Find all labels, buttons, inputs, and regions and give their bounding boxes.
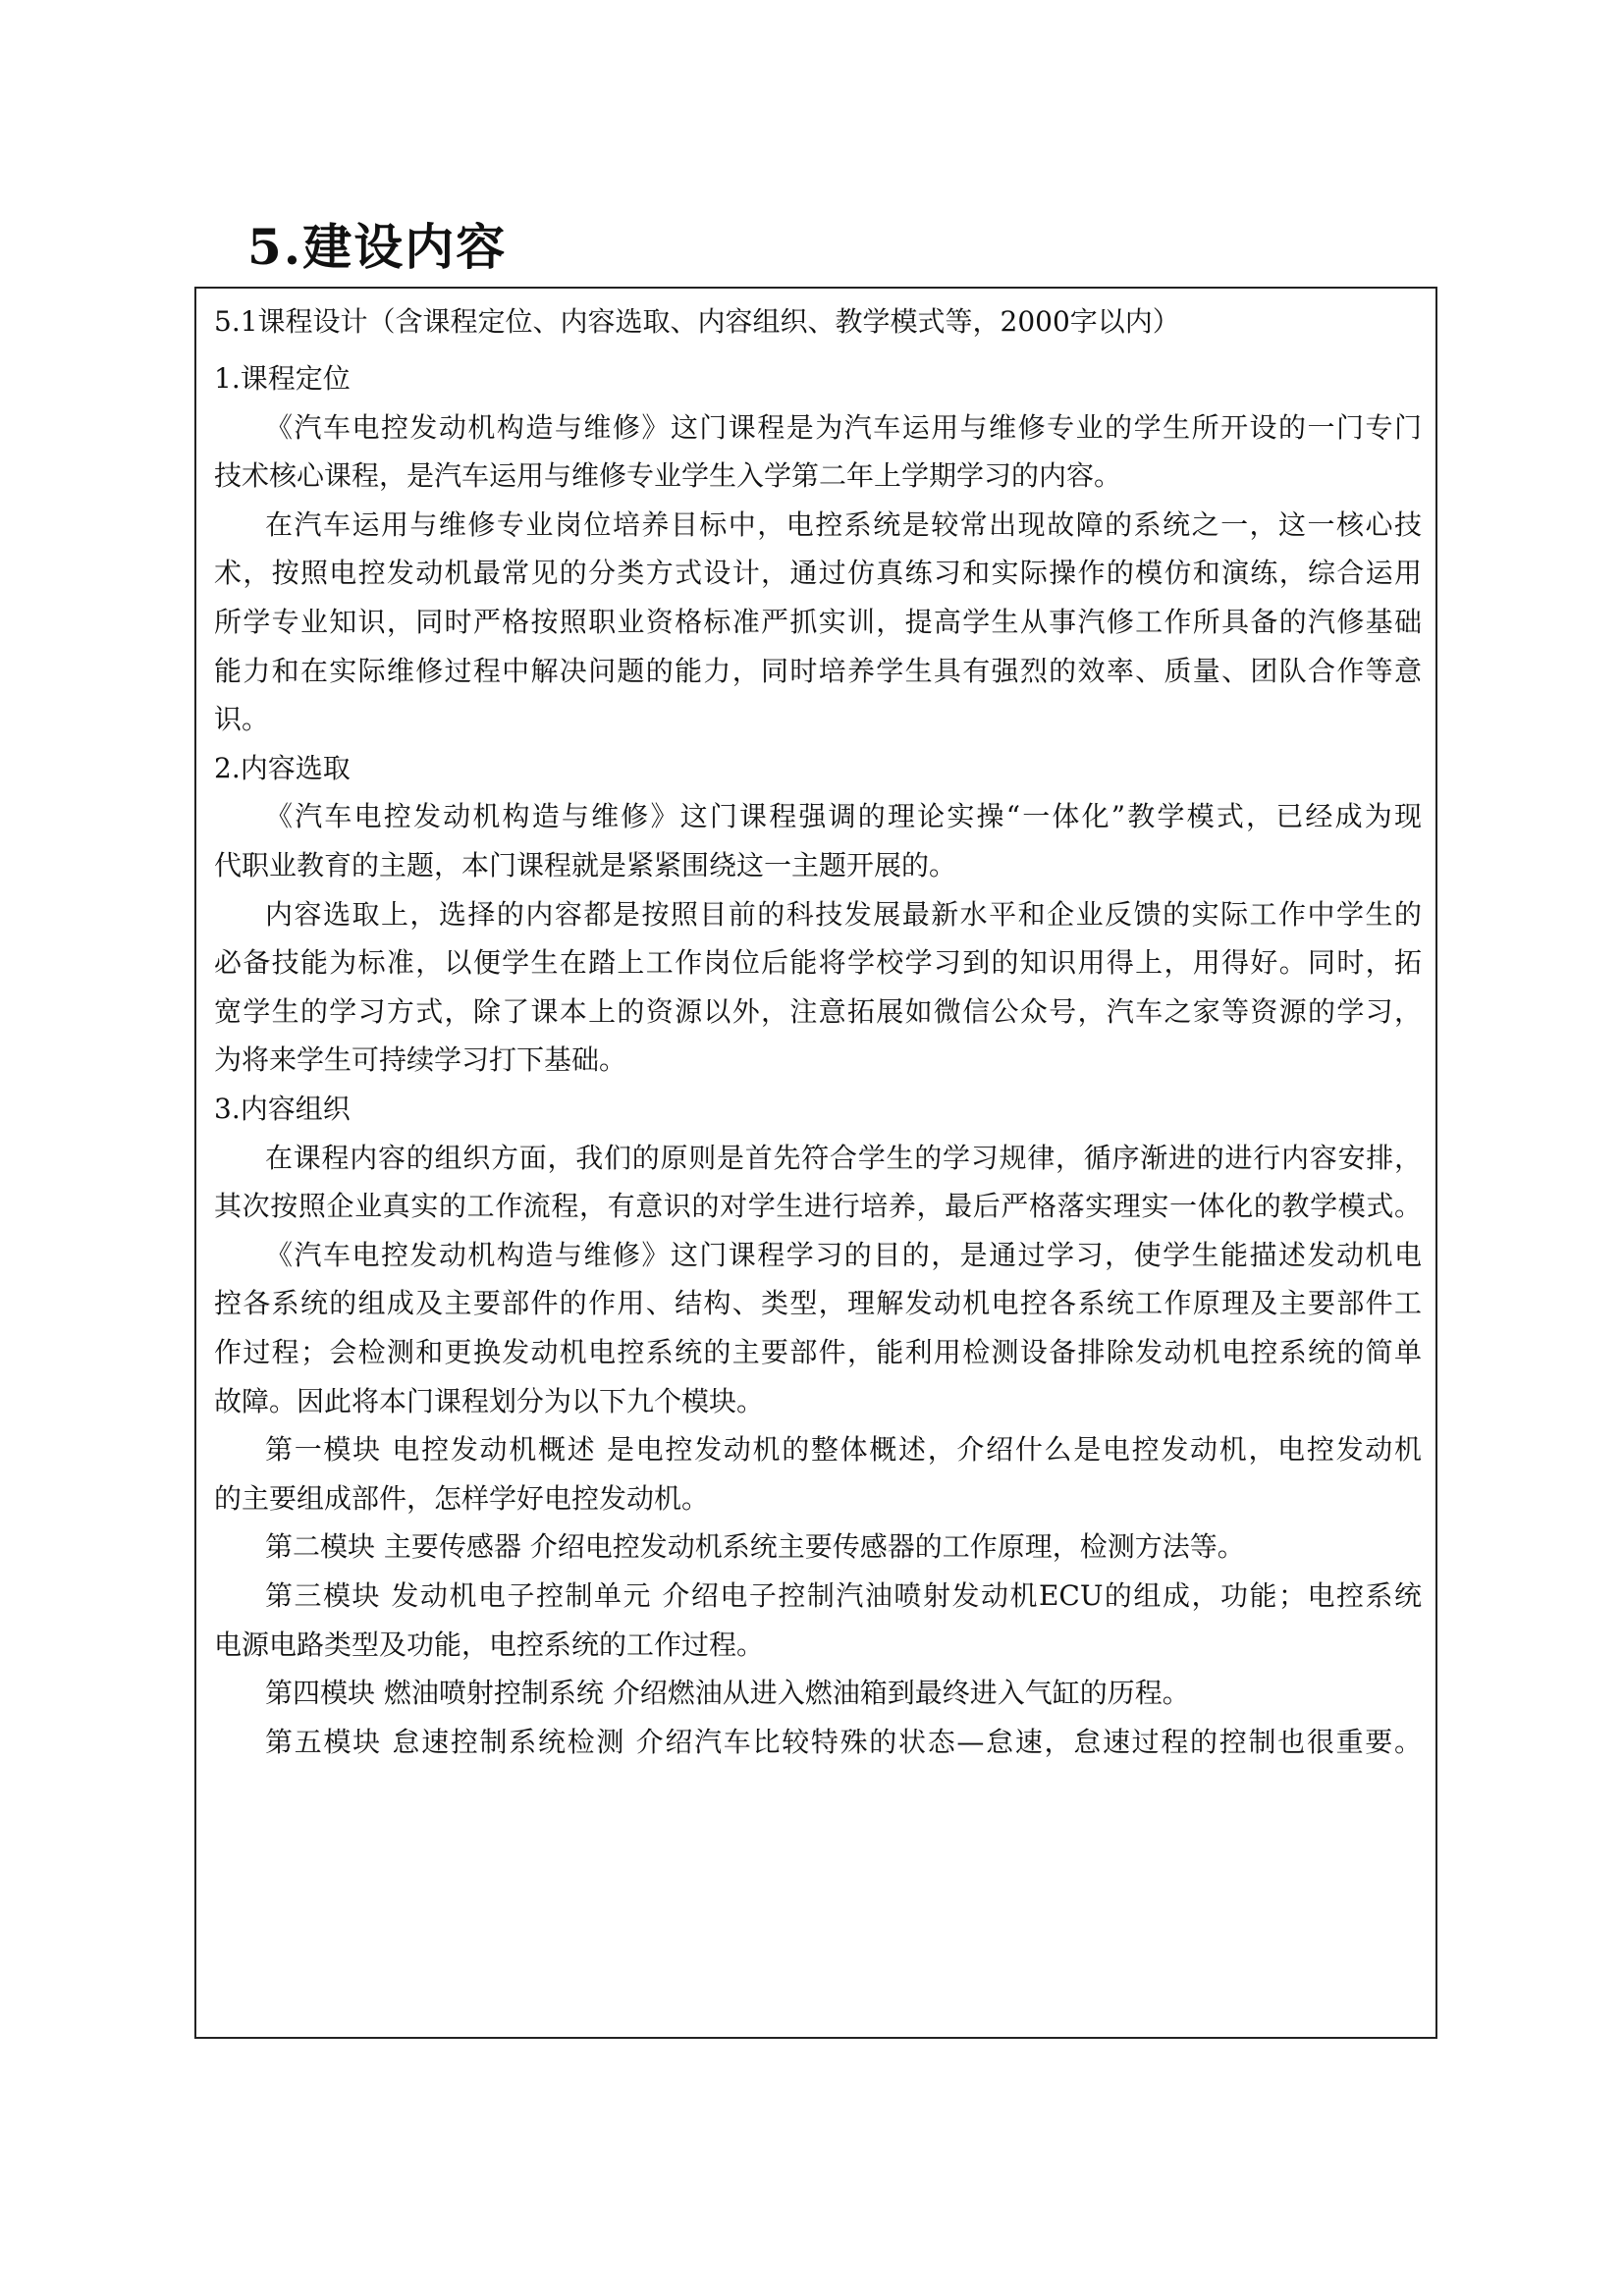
text-line: 第四模块 燃油喷射控制系统 介绍燃油从进入燃油箱到最终进入气缸的历程。 [265,1677,1190,1710]
text-line: 技术核心课程，是汽车运用与维修专业学生入学第二年上学期学习的内容。 [214,459,1122,493]
course-design-box [194,287,1437,2039]
text-line: 电源电路类型及功能，电控系统的工作过程。 [214,1628,765,1661]
text-line: 作过程；会检测和更换发动机电控系统的主要部件，能利用检测设备排除发动机电控系统的简单 [214,1336,1422,1368]
text-line: 1.课程定位 [214,362,351,395]
text-line: 其次按照企业真实的工作流程，有意识的对学生进行培养，最后严格落实理实一体化的教学模式。 [214,1190,1422,1223]
text-line: 术，按照电控发动机最常见的分类方式设计，通过仿真练习和实际操作的模仿和演练，综合运用 [214,557,1422,590]
text-line: 内容选取上，选择的内容都是按照目前的科技发展最新水平和企业反馈的实际工作中学生的 [265,897,1422,931]
text-line: 在汽车运用与维修专业岗位培养目标中，电控系统是较常出现故障的系统之一，这一核心技 [265,507,1422,541]
text-line: 第一模块 电控发动机概述 是电控发动机的整体概述，介绍什么是电控发动机，电控发动机 [265,1433,1422,1467]
text-line: 控各系统的组成及主要部件的作用、结构、类型，理解发动机电控各系统工作原理及主要部件工 [214,1287,1422,1320]
text-line: 能力和在实际维修过程中解决问题的能力，同时培养学生具有强烈的效率、质量、团队合作等意 [214,654,1422,687]
text-line: 2.内容选取 [214,751,351,784]
text-line: 在课程内容的组织方面，我们的原则是首先符合学生的学习规律，循序渐进的进行内容安排， [265,1141,1422,1174]
text-line: 所学专业知识，同时严格按照职业资格标准严抓实训，提高学生从事汽修工作所具备的汽修基础 [214,606,1422,638]
text-line: 的主要组成部件，怎样学好电控发动机。 [214,1481,710,1515]
section-heading: 5.建设内容 [247,218,508,276]
text-line: 识。 [214,703,270,736]
text-line: 第二模块 主要传感器 介绍电控发动机系统主要传感器的工作原理，检测方法等。 [265,1530,1245,1564]
text-line: 《汽车电控发动机构造与维修》这门课程学习的目的，是通过学习，使学生能描述发动机电 [265,1238,1422,1271]
text-line: 《汽车电控发动机构造与维修》这门课程是为汽车运用与维修专业的学生所开设的一门专门 [265,410,1422,444]
text-line: 代职业教育的主题，本门课程就是紧紧围绕这一主题开展的。 [214,849,957,881]
text-line: 第五模块 怠速控制系统检测 介绍汽车比较特殊的状态—怠速，怠速过程的控制也很重要。 [265,1725,1422,1758]
text-line: 宽学生的学习方式，除了课本上的资源以外，注意拓展如微信公众号，汽车之家等资源的学习， [214,994,1422,1028]
text-line: 第三模块 发动机电子控制单元 介绍电子控制汽油喷射发动机ECU的组成，功能；电控系统 [265,1579,1422,1612]
text-line: 必备技能为标准，以便学生在踏上工作岗位后能将学校学习到的知识用得上，用得好。同时，拓 [214,946,1422,980]
text-line: 《汽车电控发动机构造与维修》这门课程强调的理论实操“一体化”教学模式，已经成为现 [265,800,1422,833]
text-line: 故障。因此将本门课程划分为以下九个模块。 [214,1384,765,1417]
text-line: 为将来学生可持续学习打下基础。 [214,1043,627,1077]
text-line: 3.内容组织 [214,1093,351,1125]
box-title: 5.1课程设计（含课程定位、内容选取、内容组织、教学模式等，2000字以内） [214,305,1180,338]
